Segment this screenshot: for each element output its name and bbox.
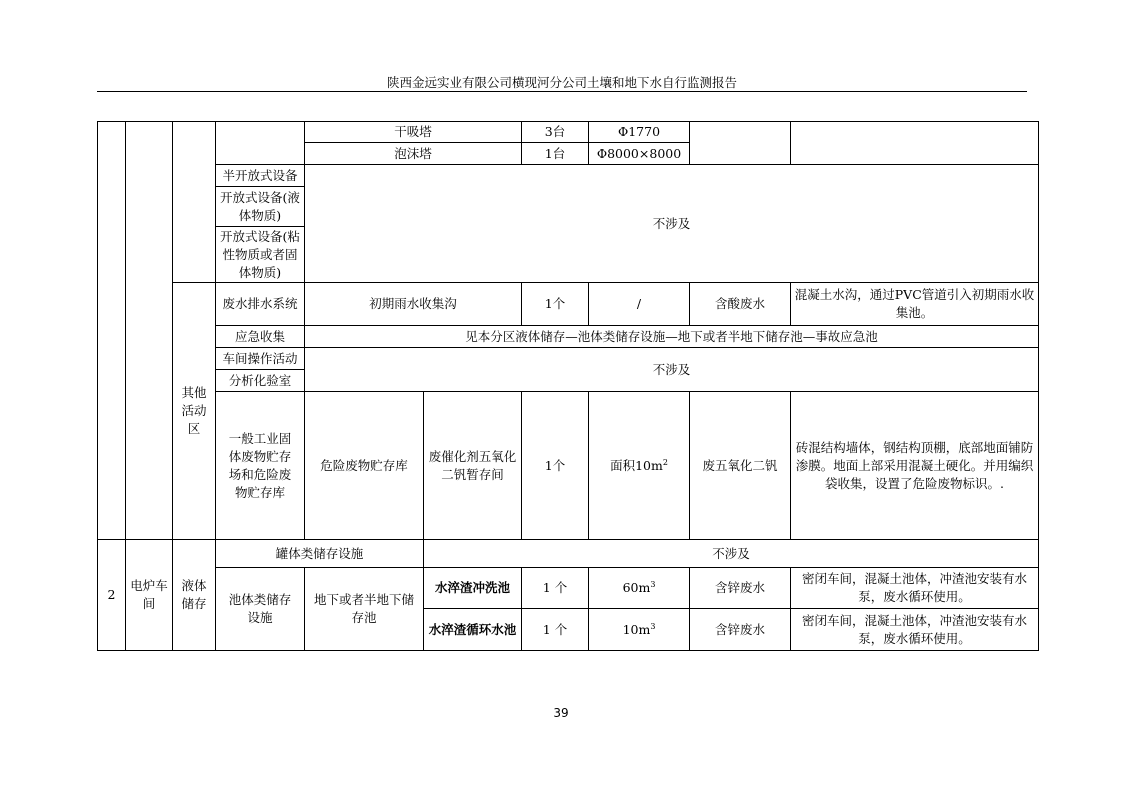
spec-sup: 3 bbox=[650, 621, 656, 631]
table-row bbox=[98, 348, 1039, 370]
table-row bbox=[98, 283, 1039, 326]
note-cell: 不涉及 bbox=[305, 348, 1039, 392]
category-cell: 应急收集 bbox=[216, 326, 305, 348]
table-row bbox=[98, 568, 1039, 609]
page-number: 39 bbox=[553, 706, 569, 720]
table-row bbox=[98, 165, 1039, 187]
spec-sup: 3 bbox=[650, 579, 656, 589]
measures-cell: 密闭车间，混凝土池体，冲渣池安装有水泵，废水循环使用。 bbox=[791, 609, 1039, 651]
no-cell-1 bbox=[98, 122, 126, 540]
area-cell-other: 其他活动区 bbox=[173, 283, 216, 540]
spec-cell: Φ8000×8000 bbox=[589, 143, 690, 165]
category-cell: 池体类储存设施 bbox=[216, 568, 305, 651]
header-rule bbox=[97, 91, 1027, 92]
facility-cell: 初期雨水收集沟 bbox=[305, 283, 522, 326]
facility-cell: 水淬渣冲洗池 bbox=[424, 568, 522, 609]
facility-cell: 废催化剂五氧化二钒暂存间 bbox=[424, 392, 522, 540]
table-row bbox=[98, 540, 1039, 568]
note-cell: 不涉及 bbox=[424, 540, 1039, 568]
count-cell: 1个 bbox=[522, 392, 589, 540]
spec-text: 10m bbox=[622, 621, 651, 637]
page-header: 陕西金远实业有限公司横现河分公司土壤和地下水自行监测报告 bbox=[386, 75, 737, 90]
spec-sup: 2 bbox=[662, 457, 668, 467]
count-cell: 1 个 bbox=[522, 568, 589, 609]
count-cell: 1台 bbox=[522, 143, 589, 165]
substance-cell: 废五氧化二钒 bbox=[690, 392, 791, 540]
note-cell: 不涉及 bbox=[305, 165, 1039, 283]
count-cell: 1 个 bbox=[522, 609, 589, 651]
note-cell: 见本分区液体储存—池体类储存设施—地下或者半地下储存池—事故应急池 bbox=[305, 326, 1039, 348]
table-row bbox=[98, 122, 1039, 143]
spec-text: 60m bbox=[622, 580, 651, 595]
type-cell: 地下或者半地下储存池 bbox=[305, 568, 424, 651]
facility-cell: 干吸塔 bbox=[305, 122, 522, 143]
spec-cell bbox=[589, 392, 690, 540]
area-cell-liquid: 液体储存 bbox=[173, 540, 216, 651]
workshop-cell-2: 电炉车间 bbox=[126, 540, 173, 651]
spec-cell: / bbox=[589, 283, 690, 326]
count-cell: 1个 bbox=[522, 283, 589, 326]
table-row bbox=[98, 392, 1039, 540]
measures-cell: 混凝土水沟，通过PVC管道引入初期雨水收集池。 bbox=[791, 283, 1039, 326]
category-cell: 一般工业固体废物贮存场和危险废物贮存库 bbox=[216, 392, 305, 540]
substance-cell: 含酸废水 bbox=[690, 283, 791, 326]
workshop-cell-1 bbox=[126, 122, 173, 540]
measures-cell-towers bbox=[791, 122, 1039, 165]
count-cell: 3台 bbox=[522, 122, 589, 143]
spec-cell: Φ1770 bbox=[589, 122, 690, 143]
facility-cell: 泡沫塔 bbox=[305, 143, 522, 165]
type-cell: 危险废物贮存库 bbox=[305, 392, 424, 540]
category-cell: 开放式设备(液体物质) bbox=[216, 187, 305, 227]
substance-cell: 含锌废水 bbox=[690, 568, 791, 609]
category-cell: 开放式设备(粘性物质或者固体物质) bbox=[216, 227, 305, 283]
category-cell: 废水排水系统 bbox=[216, 283, 305, 326]
spec-cell bbox=[589, 568, 690, 609]
measures-cell: 砖混结构墙体，钢结构顶棚，底部地面铺防渗膜。地面上部采用混凝土硬化。并用编织袋收集，设置了危险废物标识。. bbox=[791, 392, 1039, 540]
measures-cell: 密闭车间，混凝土池体，冲渣池安装有水泵，废水循环使用。 bbox=[791, 568, 1039, 609]
substance-cell: 含锌废水 bbox=[690, 609, 791, 651]
spec-cell bbox=[589, 609, 690, 651]
area-cell-upper bbox=[173, 122, 216, 283]
category-cell: 罐体类储存设施 bbox=[216, 540, 424, 568]
facility-cell: 水淬渣循环水池 bbox=[424, 609, 522, 651]
no-cell-2: 2 bbox=[98, 540, 126, 651]
table-row bbox=[98, 326, 1039, 348]
facility-table bbox=[97, 121, 1039, 651]
category-cell: 半开放式设备 bbox=[216, 165, 305, 187]
category-cell: 分析化验室 bbox=[216, 370, 305, 392]
substance-cell-towers bbox=[690, 122, 791, 165]
category-cell-towers bbox=[216, 122, 305, 165]
spec-text: 面积10m bbox=[610, 457, 663, 473]
category-cell: 车间操作活动 bbox=[216, 348, 305, 370]
